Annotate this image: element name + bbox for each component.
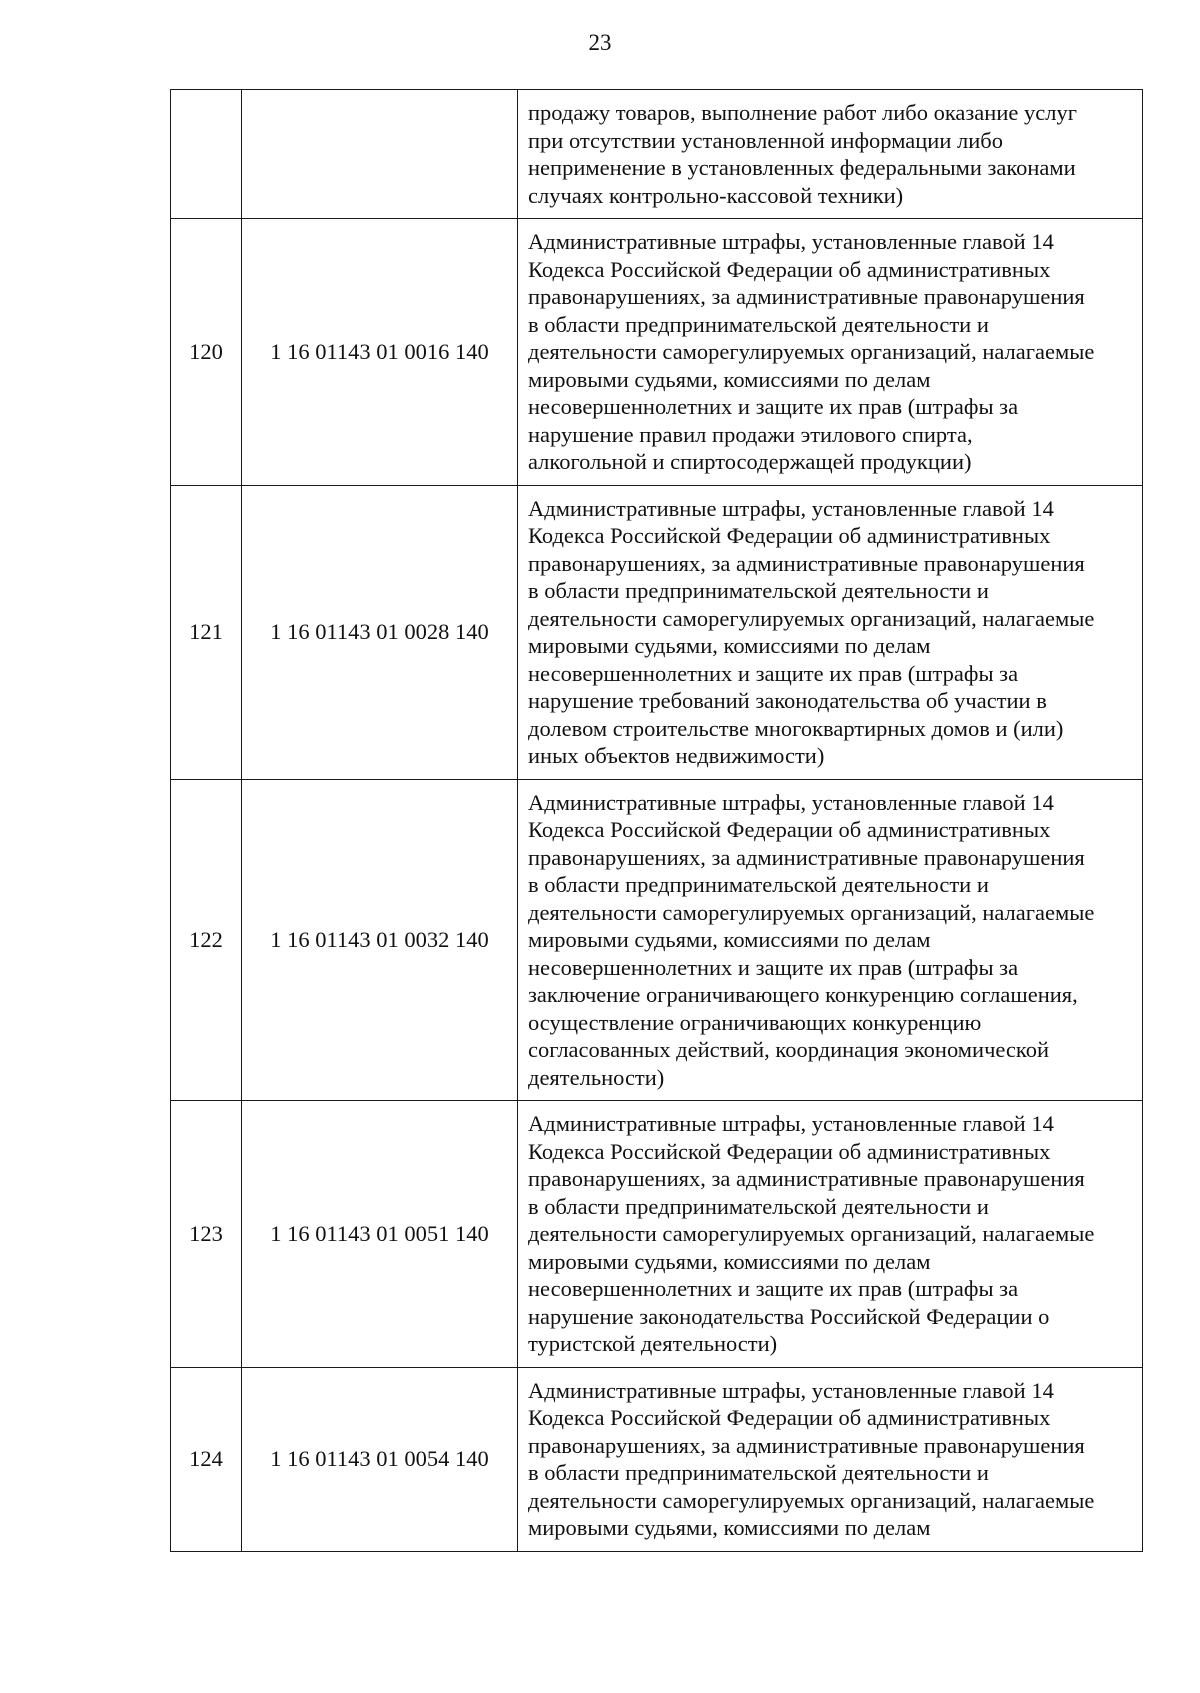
description-line: мировыми судьями, комиссиями по делам [528,1515,931,1540]
description-line: правонарушениях, за административные правонарушения [528,1432,1085,1458]
description-line: при отсутствии установленной информации либо [528,127,1003,153]
description-line: Административные штрафы, установленные главой 14 [528,1377,1054,1403]
budget-code-cell [242,219,518,486]
description-line: в области предпринимательской деятельности и [528,872,989,897]
description-line: долевом строительстве многоквартирных домов и (или) [528,715,1064,741]
description-line: заключение ограничивающего конкуренцию соглашения, [528,982,1078,1007]
description-cell [518,1101,1143,1368]
row-number-cell [171,1101,242,1368]
row-number-cell [171,90,242,219]
description-line: Кодекса Российской Федерации об административных [528,1138,1051,1164]
description-line: несовершеннолетних и защите их прав (штрафы за [528,1276,1019,1301]
row-number-cell [171,219,242,486]
budget-code: 1 16 01143 01 0016 140 [270,339,489,364]
budget-code-cell [242,779,518,1101]
description-cell [518,485,1143,779]
description-line: осуществление ограничивающих конкуренцию [528,1009,982,1035]
description-line: несовершеннолетних и защите их прав (штрафы за [528,660,1019,686]
description-line: Кодекса Российской Федерации об административных [528,817,1051,842]
description-line: нарушение законодательства Российской Федерации о [528,1303,1050,1329]
description-line: мировыми судьями, комиссиями по делам [528,366,931,392]
row-number: 120 [189,339,223,364]
budget-code: 1 16 01143 01 0054 140 [270,1446,489,1472]
description-line: Административные штрафы, установленные главой 14 [528,1111,1054,1136]
description-line: неприменение в установленных федеральными законами [528,155,1076,180]
description-line: правонарушениях, за административные правонарушения [528,844,1085,870]
budget-code-cell [242,485,518,779]
description-line: Административные штрафы, установленные главой 14 [528,229,1054,254]
row-number-cell [171,1367,242,1551]
budget-code-cell [242,90,518,219]
description-line: в области предпринимательской деятельности и [528,578,989,603]
description-line: деятельности) [528,1064,665,1090]
row-number: 124 [189,1446,223,1472]
row-number-cell [171,779,242,1101]
description-line: согласованных действий, координация экономической [528,1037,1049,1062]
budget-code: 1 16 01143 01 0028 140 [270,619,489,645]
description-line: туристской деятельности) [528,1331,778,1356]
table-row [171,90,1143,219]
description-line: иных объектов недвижимости) [528,743,825,768]
table-row [171,485,1143,779]
description-line: нарушение правил продажи этилового спирта, [528,421,973,447]
row-number: 121 [189,619,223,645]
table-body [171,90,1143,1552]
description-cell [518,1367,1143,1551]
table-row [171,1367,1143,1551]
description-line: в области предпринимательской деятельности и [528,311,989,337]
description-line: правонарушениях, за административные правонарушения [528,284,1085,309]
description-line: в области предпринимательской деятельности и [528,1193,989,1219]
description-line: в области предпринимательской деятельности и [528,1460,989,1485]
description-line: правонарушениях, за административные правонарушения [528,1166,1085,1191]
budget-code-cell [242,1101,518,1368]
table-row [171,1101,1143,1368]
description-line: Административные штрафы, установленные главой 14 [528,789,1054,815]
row-number: 123 [189,1221,223,1246]
description-line: деятельности саморегулируемых организаций, налагаемые [528,339,1095,364]
description-line: Административные штрафы, установленные главой 14 [528,495,1054,521]
description-line: Кодекса Российской Федерации об административных [528,523,1051,548]
description-line: правонарушениях, за административные правонарушения [528,550,1085,576]
description-line: Кодекса Российской Федерации об административных [528,1405,1051,1430]
description-line: деятельности саморегулируемых организаций, налагаемые [528,1221,1095,1246]
description-cell [518,90,1143,219]
description-line: несовершеннолетних и защите их прав (штрафы за [528,954,1019,980]
description-line: продажу товаров, выполнение работ либо оказание услуг [528,100,1077,125]
budget-code: 1 16 01143 01 0032 140 [270,927,489,952]
fines-table [170,89,1143,1552]
description-line: мировыми судьями, комиссиями по делам [528,633,931,658]
budget-code: 1 16 01143 01 0051 140 [270,1221,489,1246]
description-cell [518,219,1143,486]
description-line: Кодекса Российской Федерации об административных [528,256,1051,282]
description-line: деятельности саморегулируемых организаций, налагаемые [528,605,1095,631]
description-line: деятельности саморегулируемых организаций, налагаемые [528,1487,1095,1513]
budget-code-cell [242,1367,518,1551]
description-line: случаях контрольно-кассовой техники) [528,182,904,208]
description-line: несовершеннолетних и защите их прав (штрафы за [528,394,1019,419]
table-row [171,219,1143,486]
page-number: 23 [588,30,612,55]
table-row [171,779,1143,1101]
description-line: нарушение требований законодательства об участии в [528,688,1047,713]
description-cell [518,779,1143,1101]
row-number-cell [171,485,242,779]
description-line: мировыми судьями, комиссиями по делам [528,927,931,952]
row-number: 122 [189,927,223,952]
description-line: деятельности саморегулируемых организаций, налагаемые [528,899,1095,925]
description-line: алкогольной и спиртосодержащей продукции) [528,449,972,474]
description-line: мировыми судьями, комиссиями по делам [528,1248,931,1274]
